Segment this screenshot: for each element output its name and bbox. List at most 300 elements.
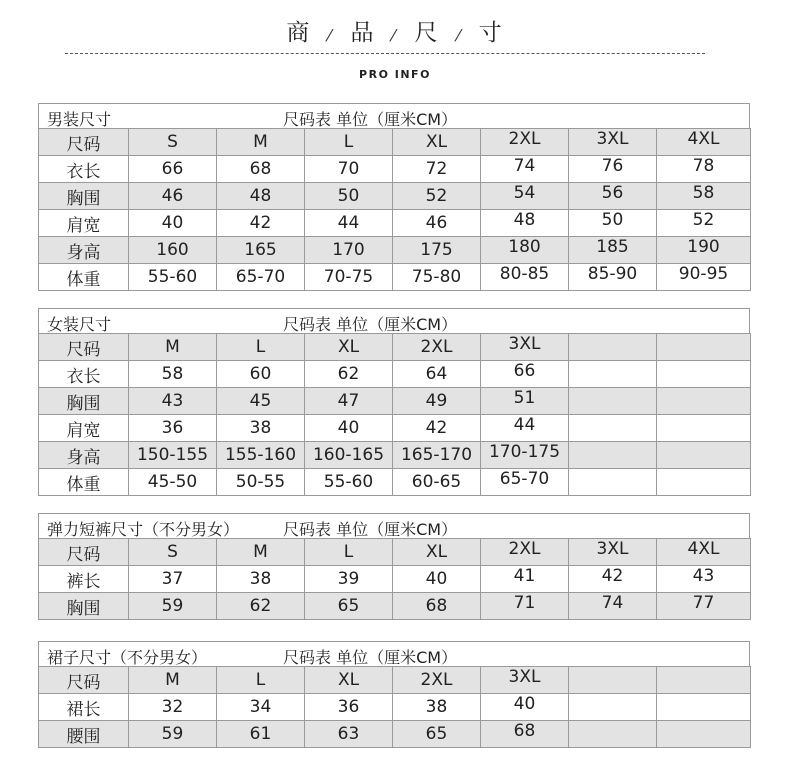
cell-value: 38 bbox=[249, 569, 272, 589]
table-cell bbox=[129, 210, 217, 237]
cell-value: 43 bbox=[161, 391, 184, 411]
table-cell bbox=[305, 566, 393, 593]
table-cell bbox=[393, 721, 481, 748]
table-cell bbox=[217, 237, 305, 264]
cell-value: 65 bbox=[425, 724, 448, 744]
table-cell bbox=[657, 156, 751, 183]
title-separator: / bbox=[453, 26, 466, 44]
cell-value: 60-65 bbox=[411, 472, 462, 492]
table-cell bbox=[569, 415, 657, 442]
table-cell bbox=[393, 415, 481, 442]
table-cell bbox=[217, 264, 305, 291]
table-row bbox=[39, 667, 751, 694]
cell-value: 48 bbox=[249, 186, 272, 206]
table-cell bbox=[129, 566, 217, 593]
table-cell bbox=[569, 334, 657, 361]
table-cell bbox=[657, 566, 751, 593]
cell-value: 170-175 bbox=[488, 442, 561, 462]
page-subtitle: PRO INFO bbox=[359, 68, 431, 81]
table-cell bbox=[569, 156, 657, 183]
cell-value: 74 bbox=[601, 593, 624, 613]
table-cell bbox=[305, 237, 393, 264]
cell-value: 70-75 bbox=[323, 267, 374, 287]
table-cell bbox=[129, 264, 217, 291]
cell-value: 41 bbox=[513, 566, 536, 586]
table-cell bbox=[481, 129, 569, 156]
table-cell bbox=[217, 129, 305, 156]
cell-value: 44 bbox=[513, 415, 536, 435]
table-cell bbox=[217, 442, 305, 469]
table-cell bbox=[569, 593, 657, 620]
table-cell bbox=[129, 415, 217, 442]
table-cell bbox=[481, 694, 569, 721]
table-cell bbox=[393, 694, 481, 721]
title-char: 商 bbox=[286, 20, 312, 46]
table-cell bbox=[481, 334, 569, 361]
cell-value: 160 bbox=[156, 240, 189, 260]
section-name: 裙子尺寸（不分男女） bbox=[47, 648, 208, 667]
table-cell bbox=[481, 210, 569, 237]
cell-value: 80-85 bbox=[499, 264, 550, 284]
table-cell bbox=[305, 694, 393, 721]
row-label: 裤长 bbox=[39, 566, 129, 593]
cell-value: 51 bbox=[513, 388, 536, 408]
cell-value: 50 bbox=[337, 186, 360, 206]
table-cell bbox=[393, 442, 481, 469]
title-char: 品 bbox=[350, 20, 376, 46]
cell-value: 44 bbox=[337, 213, 360, 233]
title-separator: / bbox=[324, 26, 337, 44]
cell-value: 75-80 bbox=[411, 267, 462, 287]
row-label: 肩宽 bbox=[39, 415, 129, 442]
table-row bbox=[39, 129, 751, 156]
table-cell bbox=[657, 667, 751, 694]
size-table bbox=[38, 128, 751, 291]
cell-value: 70 bbox=[337, 159, 360, 179]
cell-value: 74 bbox=[513, 156, 536, 176]
table-cell bbox=[657, 539, 751, 566]
table-cell bbox=[129, 129, 217, 156]
table-cell bbox=[129, 388, 217, 415]
table-cell bbox=[657, 210, 751, 237]
row-label: 肩宽 bbox=[39, 210, 129, 237]
table-row bbox=[39, 264, 751, 291]
row-label: 衣长 bbox=[39, 361, 129, 388]
section-name: 女装尺寸 bbox=[47, 315, 112, 334]
cell-value: 55-60 bbox=[147, 267, 198, 287]
cell-value: 72 bbox=[425, 159, 448, 179]
cell-value: 3XL bbox=[596, 129, 629, 149]
cell-value: 66 bbox=[513, 361, 536, 381]
table-cell bbox=[305, 264, 393, 291]
table-cell bbox=[657, 442, 751, 469]
cell-value: 45 bbox=[249, 391, 272, 411]
table-cell bbox=[129, 667, 217, 694]
cell-value: XL bbox=[337, 670, 360, 690]
row-label: 尺码 bbox=[39, 129, 129, 156]
cell-value: L bbox=[343, 132, 354, 152]
cell-value: 185 bbox=[596, 237, 629, 257]
cell-value: 59 bbox=[161, 596, 184, 616]
cell-value: 3XL bbox=[508, 667, 541, 687]
size-section bbox=[38, 641, 750, 748]
table-cell bbox=[569, 183, 657, 210]
cell-value: 2XL bbox=[420, 670, 453, 690]
table-cell bbox=[305, 415, 393, 442]
cell-value: 4XL bbox=[687, 539, 720, 559]
cell-value: 175 bbox=[420, 240, 453, 260]
cell-value: 40 bbox=[425, 569, 448, 589]
cell-value: 65 bbox=[337, 596, 360, 616]
table-cell bbox=[657, 129, 751, 156]
cell-value: 55-60 bbox=[323, 472, 374, 492]
table-cell bbox=[217, 721, 305, 748]
row-label: 裙长 bbox=[39, 694, 129, 721]
cell-value: 62 bbox=[249, 596, 272, 616]
table-row bbox=[39, 539, 751, 566]
table-cell bbox=[217, 210, 305, 237]
table-cell bbox=[217, 361, 305, 388]
table-cell bbox=[129, 183, 217, 210]
table-cell bbox=[657, 415, 751, 442]
table-row bbox=[39, 566, 751, 593]
table-cell bbox=[305, 388, 393, 415]
table-cell bbox=[217, 415, 305, 442]
cell-value: L bbox=[255, 670, 266, 690]
table-cell bbox=[657, 264, 751, 291]
table-cell bbox=[129, 539, 217, 566]
cell-value: XL bbox=[337, 337, 360, 357]
row-label: 衣长 bbox=[39, 156, 129, 183]
table-cell bbox=[129, 156, 217, 183]
table-cell bbox=[129, 694, 217, 721]
cell-value: M bbox=[253, 132, 268, 152]
section-header bbox=[38, 103, 750, 128]
table-cell bbox=[657, 388, 751, 415]
table-cell bbox=[569, 694, 657, 721]
table-cell bbox=[481, 721, 569, 748]
cell-value: 2XL bbox=[508, 129, 541, 149]
table-cell bbox=[217, 667, 305, 694]
table-cell bbox=[393, 539, 481, 566]
cell-value: 34 bbox=[249, 697, 272, 717]
cell-value: 76 bbox=[601, 156, 624, 176]
cell-value: 60 bbox=[249, 364, 272, 384]
section-unit: 尺码表 单位（厘米CM） bbox=[283, 110, 458, 129]
section-header bbox=[38, 513, 750, 538]
table-cell bbox=[569, 129, 657, 156]
table-cell bbox=[569, 539, 657, 566]
cell-value: 160-165 bbox=[312, 445, 385, 465]
cell-value: 58 bbox=[692, 183, 715, 203]
table-row bbox=[39, 334, 751, 361]
table-cell bbox=[657, 593, 751, 620]
cell-value: 66 bbox=[161, 159, 184, 179]
cell-value: 38 bbox=[425, 697, 448, 717]
table-cell bbox=[393, 156, 481, 183]
cell-value: 52 bbox=[692, 210, 715, 230]
table-cell bbox=[481, 442, 569, 469]
cell-value: 36 bbox=[161, 418, 184, 438]
cell-value: M bbox=[253, 542, 268, 562]
row-label: 尺码 bbox=[39, 539, 129, 566]
table-row bbox=[39, 183, 751, 210]
cell-value: 3XL bbox=[508, 334, 541, 354]
table-cell bbox=[393, 129, 481, 156]
table-cell bbox=[305, 667, 393, 694]
table-cell bbox=[657, 183, 751, 210]
size-table bbox=[38, 666, 751, 748]
page-header bbox=[0, 0, 790, 100]
cell-value: 36 bbox=[337, 697, 360, 717]
table-cell bbox=[569, 210, 657, 237]
table-cell bbox=[129, 442, 217, 469]
cell-value: 39 bbox=[337, 569, 360, 589]
table-row bbox=[39, 415, 751, 442]
cell-value: 2XL bbox=[508, 539, 541, 559]
size-section bbox=[38, 103, 750, 291]
table-cell bbox=[481, 415, 569, 442]
table-cell bbox=[569, 264, 657, 291]
table-cell bbox=[481, 539, 569, 566]
table-cell bbox=[129, 721, 217, 748]
cell-value: 42 bbox=[425, 418, 448, 438]
table-cell bbox=[393, 361, 481, 388]
table-cell bbox=[393, 667, 481, 694]
row-label: 尺码 bbox=[39, 667, 129, 694]
row-label: 胸围 bbox=[39, 388, 129, 415]
table-cell bbox=[481, 667, 569, 694]
cell-value: 68 bbox=[425, 596, 448, 616]
table-cell bbox=[129, 593, 217, 620]
cell-value: 42 bbox=[249, 213, 272, 233]
table-cell bbox=[217, 539, 305, 566]
cell-value: 190 bbox=[687, 237, 720, 257]
table-cell bbox=[217, 694, 305, 721]
cell-value: 38 bbox=[249, 418, 272, 438]
size-table bbox=[38, 538, 751, 620]
cell-value: 46 bbox=[161, 186, 184, 206]
table-cell bbox=[569, 237, 657, 264]
section-unit: 尺码表 单位（厘米CM） bbox=[283, 648, 458, 667]
table-cell bbox=[393, 469, 481, 496]
table-cell bbox=[657, 334, 751, 361]
section-unit: 尺码表 单位（厘米CM） bbox=[283, 520, 458, 539]
cell-value: 50 bbox=[601, 210, 624, 230]
cell-value: 48 bbox=[513, 210, 536, 230]
size-section bbox=[38, 308, 750, 496]
table-row bbox=[39, 210, 751, 237]
cell-value: 56 bbox=[601, 183, 624, 203]
cell-value: 37 bbox=[161, 569, 184, 589]
cell-value: 2XL bbox=[420, 337, 453, 357]
table-cell bbox=[305, 539, 393, 566]
table-cell bbox=[217, 183, 305, 210]
table-cell bbox=[569, 667, 657, 694]
table-cell bbox=[569, 469, 657, 496]
table-cell bbox=[481, 156, 569, 183]
table-row bbox=[39, 721, 751, 748]
table-cell bbox=[657, 237, 751, 264]
table-cell bbox=[129, 334, 217, 361]
table-cell bbox=[393, 237, 481, 264]
cell-value: XL bbox=[425, 542, 448, 562]
cell-value: 46 bbox=[425, 213, 448, 233]
table-row bbox=[39, 388, 751, 415]
table-cell bbox=[217, 566, 305, 593]
cell-value: 62 bbox=[337, 364, 360, 384]
table-row bbox=[39, 593, 751, 620]
table-cell bbox=[305, 593, 393, 620]
cell-value: L bbox=[255, 337, 266, 357]
cell-value: 59 bbox=[161, 724, 184, 744]
table-cell bbox=[217, 156, 305, 183]
table-cell bbox=[481, 237, 569, 264]
title-char: 尺 bbox=[414, 20, 440, 46]
table-cell bbox=[305, 156, 393, 183]
table-cell bbox=[217, 334, 305, 361]
row-label: 身高 bbox=[39, 442, 129, 469]
row-label: 胸围 bbox=[39, 183, 129, 210]
cell-value: S bbox=[167, 542, 178, 562]
cell-value: 40 bbox=[513, 694, 536, 714]
table-row bbox=[39, 469, 751, 496]
table-cell bbox=[569, 388, 657, 415]
cell-value: 180 bbox=[508, 237, 541, 257]
table-cell bbox=[393, 593, 481, 620]
table-cell bbox=[217, 593, 305, 620]
table-cell bbox=[305, 469, 393, 496]
row-label: 胸围 bbox=[39, 593, 129, 620]
cell-value: 43 bbox=[692, 566, 715, 586]
cell-value: 40 bbox=[161, 213, 184, 233]
cell-value: 155-160 bbox=[224, 445, 297, 465]
table-cell bbox=[481, 593, 569, 620]
section-header bbox=[38, 308, 750, 333]
table-cell bbox=[481, 183, 569, 210]
cell-value: 65-70 bbox=[499, 469, 550, 489]
cell-value: 61 bbox=[249, 724, 272, 744]
cell-value: 78 bbox=[692, 156, 715, 176]
cell-value: 49 bbox=[425, 391, 448, 411]
table-cell bbox=[393, 264, 481, 291]
cell-value: 32 bbox=[161, 697, 184, 717]
table-cell bbox=[393, 334, 481, 361]
table-cell bbox=[305, 210, 393, 237]
table-cell bbox=[481, 388, 569, 415]
table-cell bbox=[569, 442, 657, 469]
table-row bbox=[39, 442, 751, 469]
dashed-divider bbox=[65, 53, 705, 54]
table-cell bbox=[657, 721, 751, 748]
table-cell bbox=[393, 566, 481, 593]
table-cell bbox=[305, 361, 393, 388]
table-cell bbox=[305, 334, 393, 361]
section-unit: 尺码表 单位（厘米CM） bbox=[283, 315, 458, 334]
table-cell bbox=[129, 237, 217, 264]
row-label: 尺码 bbox=[39, 334, 129, 361]
table-cell bbox=[657, 694, 751, 721]
table-cell bbox=[393, 183, 481, 210]
cell-value: 54 bbox=[513, 183, 536, 203]
cell-value: 40 bbox=[337, 418, 360, 438]
title-char: 寸 bbox=[478, 20, 504, 46]
cell-value: 150-155 bbox=[136, 445, 209, 465]
table-cell bbox=[569, 721, 657, 748]
cell-value: 45-50 bbox=[147, 472, 198, 492]
cell-value: 90-95 bbox=[678, 264, 729, 284]
table-cell bbox=[129, 469, 217, 496]
table-row bbox=[39, 237, 751, 264]
cell-value: XL bbox=[425, 132, 448, 152]
cell-value: S bbox=[167, 132, 178, 152]
section-name: 弹力短裤尺寸（不分男女） bbox=[47, 520, 240, 539]
table-cell bbox=[305, 442, 393, 469]
cell-value: M bbox=[165, 670, 180, 690]
table-row bbox=[39, 361, 751, 388]
cell-value: 165 bbox=[244, 240, 277, 260]
cell-value: L bbox=[343, 542, 354, 562]
size-table bbox=[38, 333, 751, 496]
row-label: 腰围 bbox=[39, 721, 129, 748]
table-cell bbox=[217, 388, 305, 415]
table-cell bbox=[481, 469, 569, 496]
table-cell bbox=[305, 183, 393, 210]
table-cell bbox=[393, 388, 481, 415]
table-cell bbox=[569, 566, 657, 593]
cell-value: 3XL bbox=[596, 539, 629, 559]
table-cell bbox=[481, 566, 569, 593]
cell-value: 68 bbox=[513, 721, 536, 741]
cell-value: 71 bbox=[513, 593, 536, 613]
cell-value: 50-55 bbox=[235, 472, 286, 492]
cell-value: 58 bbox=[161, 364, 184, 384]
cell-value: 85-90 bbox=[587, 264, 638, 284]
cell-value: 47 bbox=[337, 391, 360, 411]
page-title bbox=[0, 14, 790, 47]
cell-value: 65-70 bbox=[235, 267, 286, 287]
size-section bbox=[38, 513, 750, 620]
table-cell bbox=[657, 469, 751, 496]
cell-value: M bbox=[165, 337, 180, 357]
table-cell bbox=[569, 361, 657, 388]
table-cell bbox=[657, 361, 751, 388]
table-cell bbox=[305, 721, 393, 748]
row-label: 体重 bbox=[39, 264, 129, 291]
table-cell bbox=[481, 361, 569, 388]
table-cell bbox=[481, 264, 569, 291]
cell-value: 63 bbox=[337, 724, 360, 744]
cell-value: 42 bbox=[601, 566, 624, 586]
table-cell bbox=[217, 469, 305, 496]
cell-value: 52 bbox=[425, 186, 448, 206]
cell-value: 64 bbox=[425, 364, 448, 384]
section-header bbox=[38, 641, 750, 666]
table-cell bbox=[393, 210, 481, 237]
cell-value: 165-170 bbox=[400, 445, 473, 465]
title-separator: / bbox=[389, 26, 401, 44]
section-name: 男装尺寸 bbox=[47, 110, 112, 129]
table-cell bbox=[129, 361, 217, 388]
table-row bbox=[39, 156, 751, 183]
table-cell bbox=[305, 129, 393, 156]
cell-value: 77 bbox=[692, 593, 715, 613]
cell-value: 4XL bbox=[687, 129, 720, 149]
cell-value: 170 bbox=[332, 240, 365, 260]
row-label: 身高 bbox=[39, 237, 129, 264]
cell-value: 68 bbox=[249, 159, 272, 179]
table-row bbox=[39, 694, 751, 721]
